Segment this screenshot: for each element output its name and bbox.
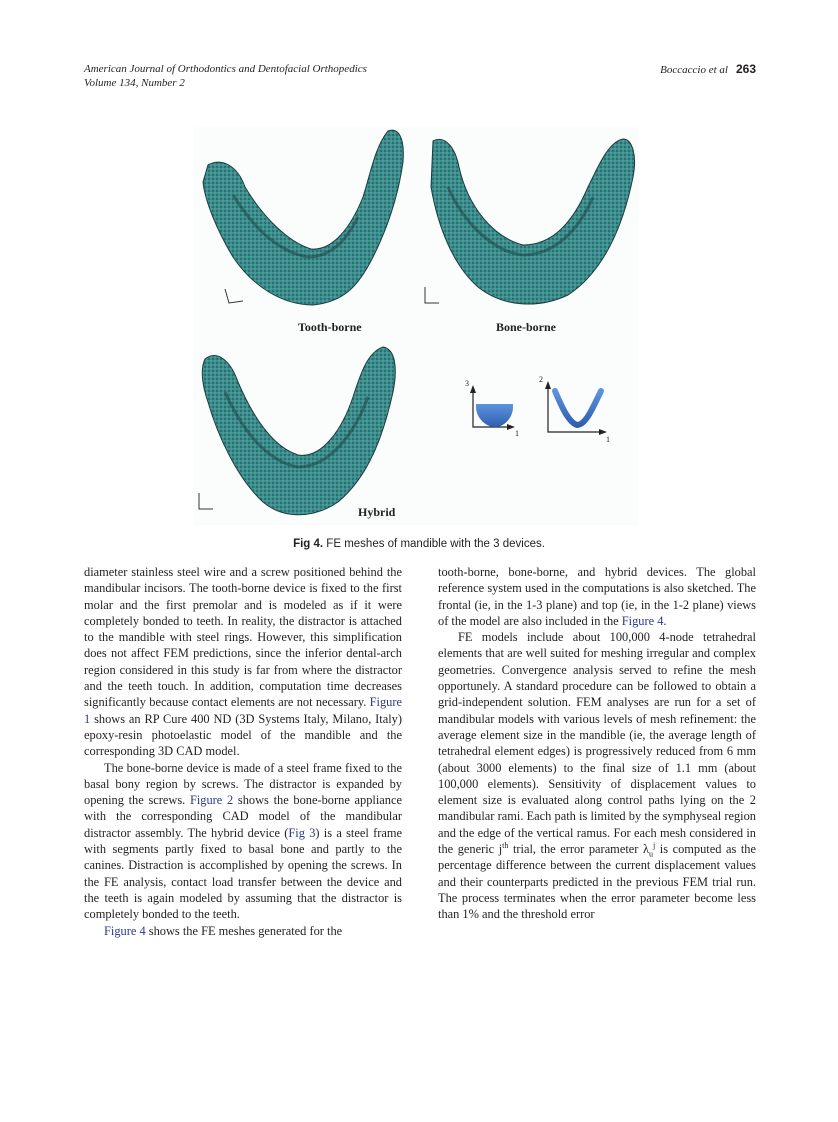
paragraph (84, 564, 402, 760)
paragraph-text: diameter stainless steel wire and a screw positioned behind the mandibular incisors. The tooth-borne device is fixed to the first molar and the first premolar and is modeled as if it were completely bonded to teeth. In reality, the distractor is attached to the mandible with steel rings. However, this simplification does not affect FEM predictions, since the inferior dental-arch region considered in this study is far from where the distractor and the teeth touch. In addition, computation time decreases significantly because contact elements are not necessary. (84, 565, 402, 710)
paragraph-text: shows the FE meshes generated for the (145, 923, 343, 938)
figure-2-link[interactable]: Figure 2 (189, 793, 234, 808)
figure-1-link[interactable]: Figure 1 (84, 695, 402, 726)
paragraph-text: is computed as the percentage difference between the current displacement values and their counterparts predicted in the previous FEM trial run. The process terminates when the error parameter become less than 1% and the threshold error (438, 842, 757, 922)
paragraph (438, 629, 756, 922)
top-view-inset (545, 381, 607, 435)
caption-label: Fig 4. (293, 538, 324, 550)
journal-title: American Journal of Orthodontics and Dentofacial Orthopedics (84, 63, 367, 75)
axis-triad-icon (199, 493, 213, 509)
left-column (84, 564, 402, 939)
journal-info (84, 62, 367, 90)
bone-borne-mesh (431, 139, 635, 304)
frontal-view-inset (470, 385, 515, 430)
page-number: 263 (735, 62, 756, 76)
superscript-th: th (502, 840, 509, 850)
subscript-u: u (648, 849, 653, 859)
running-authors: Boccaccio et al (660, 64, 728, 76)
paragraph (438, 564, 756, 629)
panel-label-tooth-borne: Tooth-borne (298, 320, 362, 334)
paragraph-text: shows the bone-borne appliance with the corresponding CAD model of the mandibular distractor assembly. The hybrid device ( (84, 793, 402, 840)
figure-4-link[interactable]: Figure 4 (104, 923, 146, 938)
inset-axis-1-label: 1 (515, 429, 519, 438)
figure-4 (193, 127, 639, 525)
inset-axis-1-label: 1 (606, 435, 610, 444)
superscript-j: j (652, 840, 656, 850)
paragraph-text: FE models include about 100,000 4-node tetrahedral elements that are well suited for meshing irregular and complex geometries. Convergence analysis served to refine the mesh opportunely. A standard procedure can be followed to obtain a grid-independent solution. FEM analyses are run for a set of mandibular models with various levels of mesh refinement: the average element size in the mandible (ie, the average length of tetrahedral element edges) is progressively reduced from 6 mm (about 3000 elements) to the final size of 1.1 mm (about 100,000 elements). Sensitivity of displacement values to element size is evaluated along control paths lying on the 2 mandibular rami. Each path is limited by the symphyseal region and the edge of the vertical ramus. For each mesh considered in the generic j (438, 630, 756, 857)
tooth-borne-mesh (203, 130, 403, 305)
caption-text: FE meshes of mandible with the 3 devices. (323, 538, 545, 550)
figure-4-link[interactable]: Figure 4 (621, 613, 664, 628)
inset-axis-3-label: 3 (465, 379, 469, 388)
paragraph-text: tooth-borne, bone-borne, and hybrid devices. The global reference system used in the computations is also sketched. The frontal (ie, in the 1-3 plane) and top (ie, in the 1-2 plane) views of the model are also included in the (438, 565, 756, 628)
right-column (438, 564, 756, 923)
author-page (660, 62, 756, 77)
panel-label-bone-borne: Bone-borne (496, 320, 556, 334)
paragraph (84, 760, 402, 923)
fe-mesh-figure-graphic (193, 127, 639, 525)
hybrid-mesh (202, 347, 395, 515)
paragraph-text: trial, the error parameter λ (508, 842, 649, 857)
journal-volume: Volume 134, Number 2 (84, 77, 185, 89)
paragraph-text: ) is a steel frame with segments partly fixed to basal bone and partly to the canines. Distraction is accomplished by opening the screws. In the FE analysis, contact load transfer between the device and the teeth is again modeled by assuming that the distractor is completely bonded to the teeth. (84, 825, 402, 922)
figure-3-link[interactable]: Fig 3 (288, 825, 316, 840)
paragraph-text: . (663, 613, 667, 628)
panel-label-hybrid: Hybrid (358, 505, 396, 519)
paragraph-text: The bone-borne device is made of a steel frame fixed to the basal bony region by screws. The distractor is expanded by opening the screws. (84, 760, 402, 808)
paragraph-text: shows an RP Cure 400 ND (3D Systems Italy, Milano, Italy) epoxy-resin photoelastic model of the mandible and the corresponding 3D CAD model. (84, 711, 402, 759)
paragraph (84, 923, 402, 939)
inset-axis-2-label: 2 (539, 375, 543, 384)
figure-caption (0, 538, 838, 550)
